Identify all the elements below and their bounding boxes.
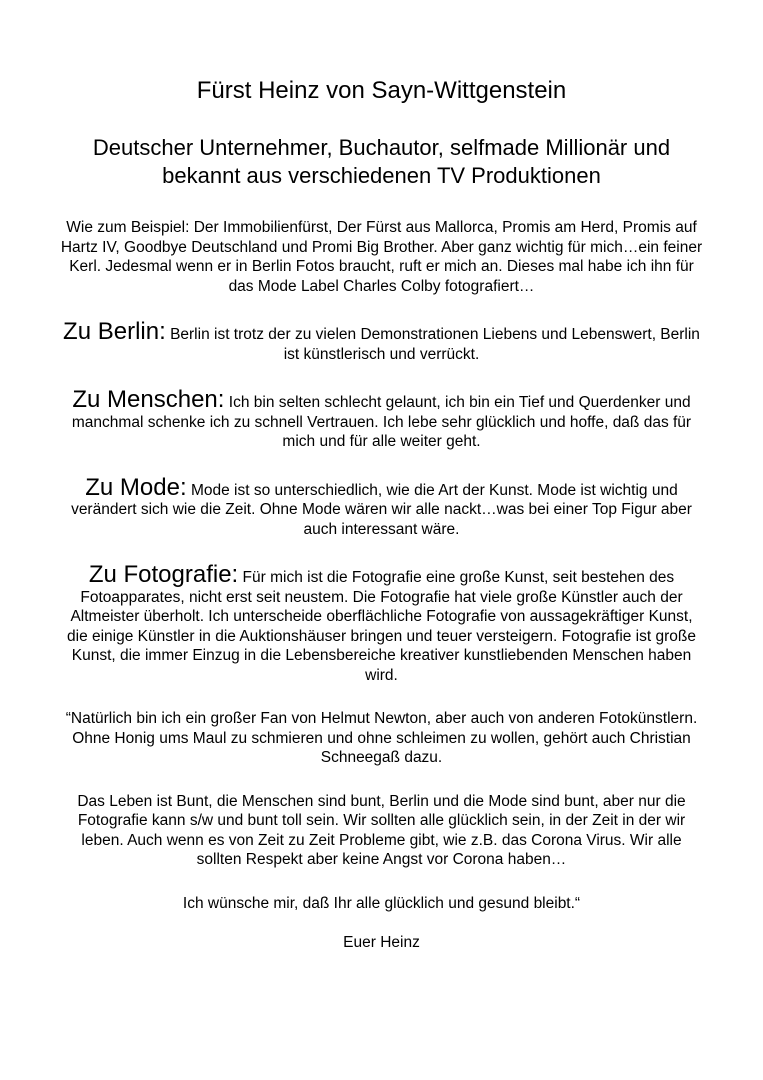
signature: Euer Heinz: [343, 934, 420, 951]
section-text-mode: Mode ist so unterschiedlich, wie die Art der Kunst. Mode ist wichtig und verändert sich wie die Zeit. Ohne Mode wären wir alle nackt…was bei einer Top Figur aber auch interessant wäre.: [71, 481, 692, 538]
page-title: Fürst Heinz von Sayn-Wittgenstein: [196, 77, 567, 104]
quote-paragraph-1: “Natürlich bin ich ein großer Fan von Helmut Newton, aber auch von anderen Fotokünstlern. Ohne Honig ums Maul zu schmieren und ohne schleimen zu wollen, gehört auch Christian Schneegaß dazu.: [65, 710, 698, 766]
section-heading-berlin: Zu Berlin:: [63, 318, 166, 345]
section-text-fotografie: Für mich ist die Fotografie eine große Kunst, seit bestehen des Fotoapparates, nicht erst seit neustem. Die Fotografie hat viele große Künstler auch der Altmeister überholt. Ich unterscheide oberflächliche Fotografie von aussagekräftiger Kunst, die einige Künstler in die Auktionshäuser bringen und teuer versteigern. Fotografie ist große Kunst, die immer Einzug in die Lebensbereiche kreativer kunstliebenden Menschen haben wird.: [67, 569, 696, 684]
quote-paragraph-3: Ich wünsche mir, daß Ihr alle glücklich und gesund bleibt.“: [182, 894, 581, 912]
section-heading-mode: Zu Mode:: [85, 473, 187, 501]
section-menschen: [60, 388, 703, 452]
section-heading-menschen: Zu Menschen:: [72, 386, 225, 413]
section-fotografie: [60, 563, 703, 685]
intro-paragraph: Wie zum Beispiel: Der Immobilienfürst, Der Fürst aus Mallorca, Promis am Herd, Promis auf Hartz IV, Goodbye Deutschland und Promi Big Brother. Aber ganz wichtig für mich…ein feiner Kerl. Jedesmal wenn er in Berlin Fotos braucht, ruft er mich an. Dieses mal habe ich ihn für das Mode Label Charles Colby fotografiert…: [60, 219, 703, 295]
quote-paragraph-2: Das Leben ist Bunt, die Menschen sind bunt, Berlin und die Mode sind bunt, aber nur die Fotografie kann s/w und bunt toll sein. Wir sollten alle glücklich sein, in der Zeit in der wir leben. Auch wenn es von Zeit zu Zeit Probleme gibt, wie z.B. das Corona Virus. Wir alle sollten Respekt aber keine Angst vor Corona haben…: [77, 792, 686, 868]
section-text-berlin: Berlin ist trotz der zu vielen Demonstrationen Liebens und Lebenswert, Berlin ist künstlerisch und verrückt.: [170, 326, 700, 363]
section-berlin: [60, 320, 703, 364]
page-subtitle: Deutscher Unternehmer, Buchautor, selfmade Millionär und bekannt aus verschiedenen TV Produktionen: [92, 135, 671, 188]
section-text-menschen: Ich bin selten schlecht gelaunt, ich bin ein Tief und Querdenker und manchmal schenke ich zu schnell Vertrauen. Ich lebe sehr glücklich und hoffe, daß das für mich und für alle weiter geht.: [71, 394, 692, 450]
section-heading-fotografie: Zu Fotografie:: [88, 561, 239, 588]
section-mode: [60, 473, 703, 540]
